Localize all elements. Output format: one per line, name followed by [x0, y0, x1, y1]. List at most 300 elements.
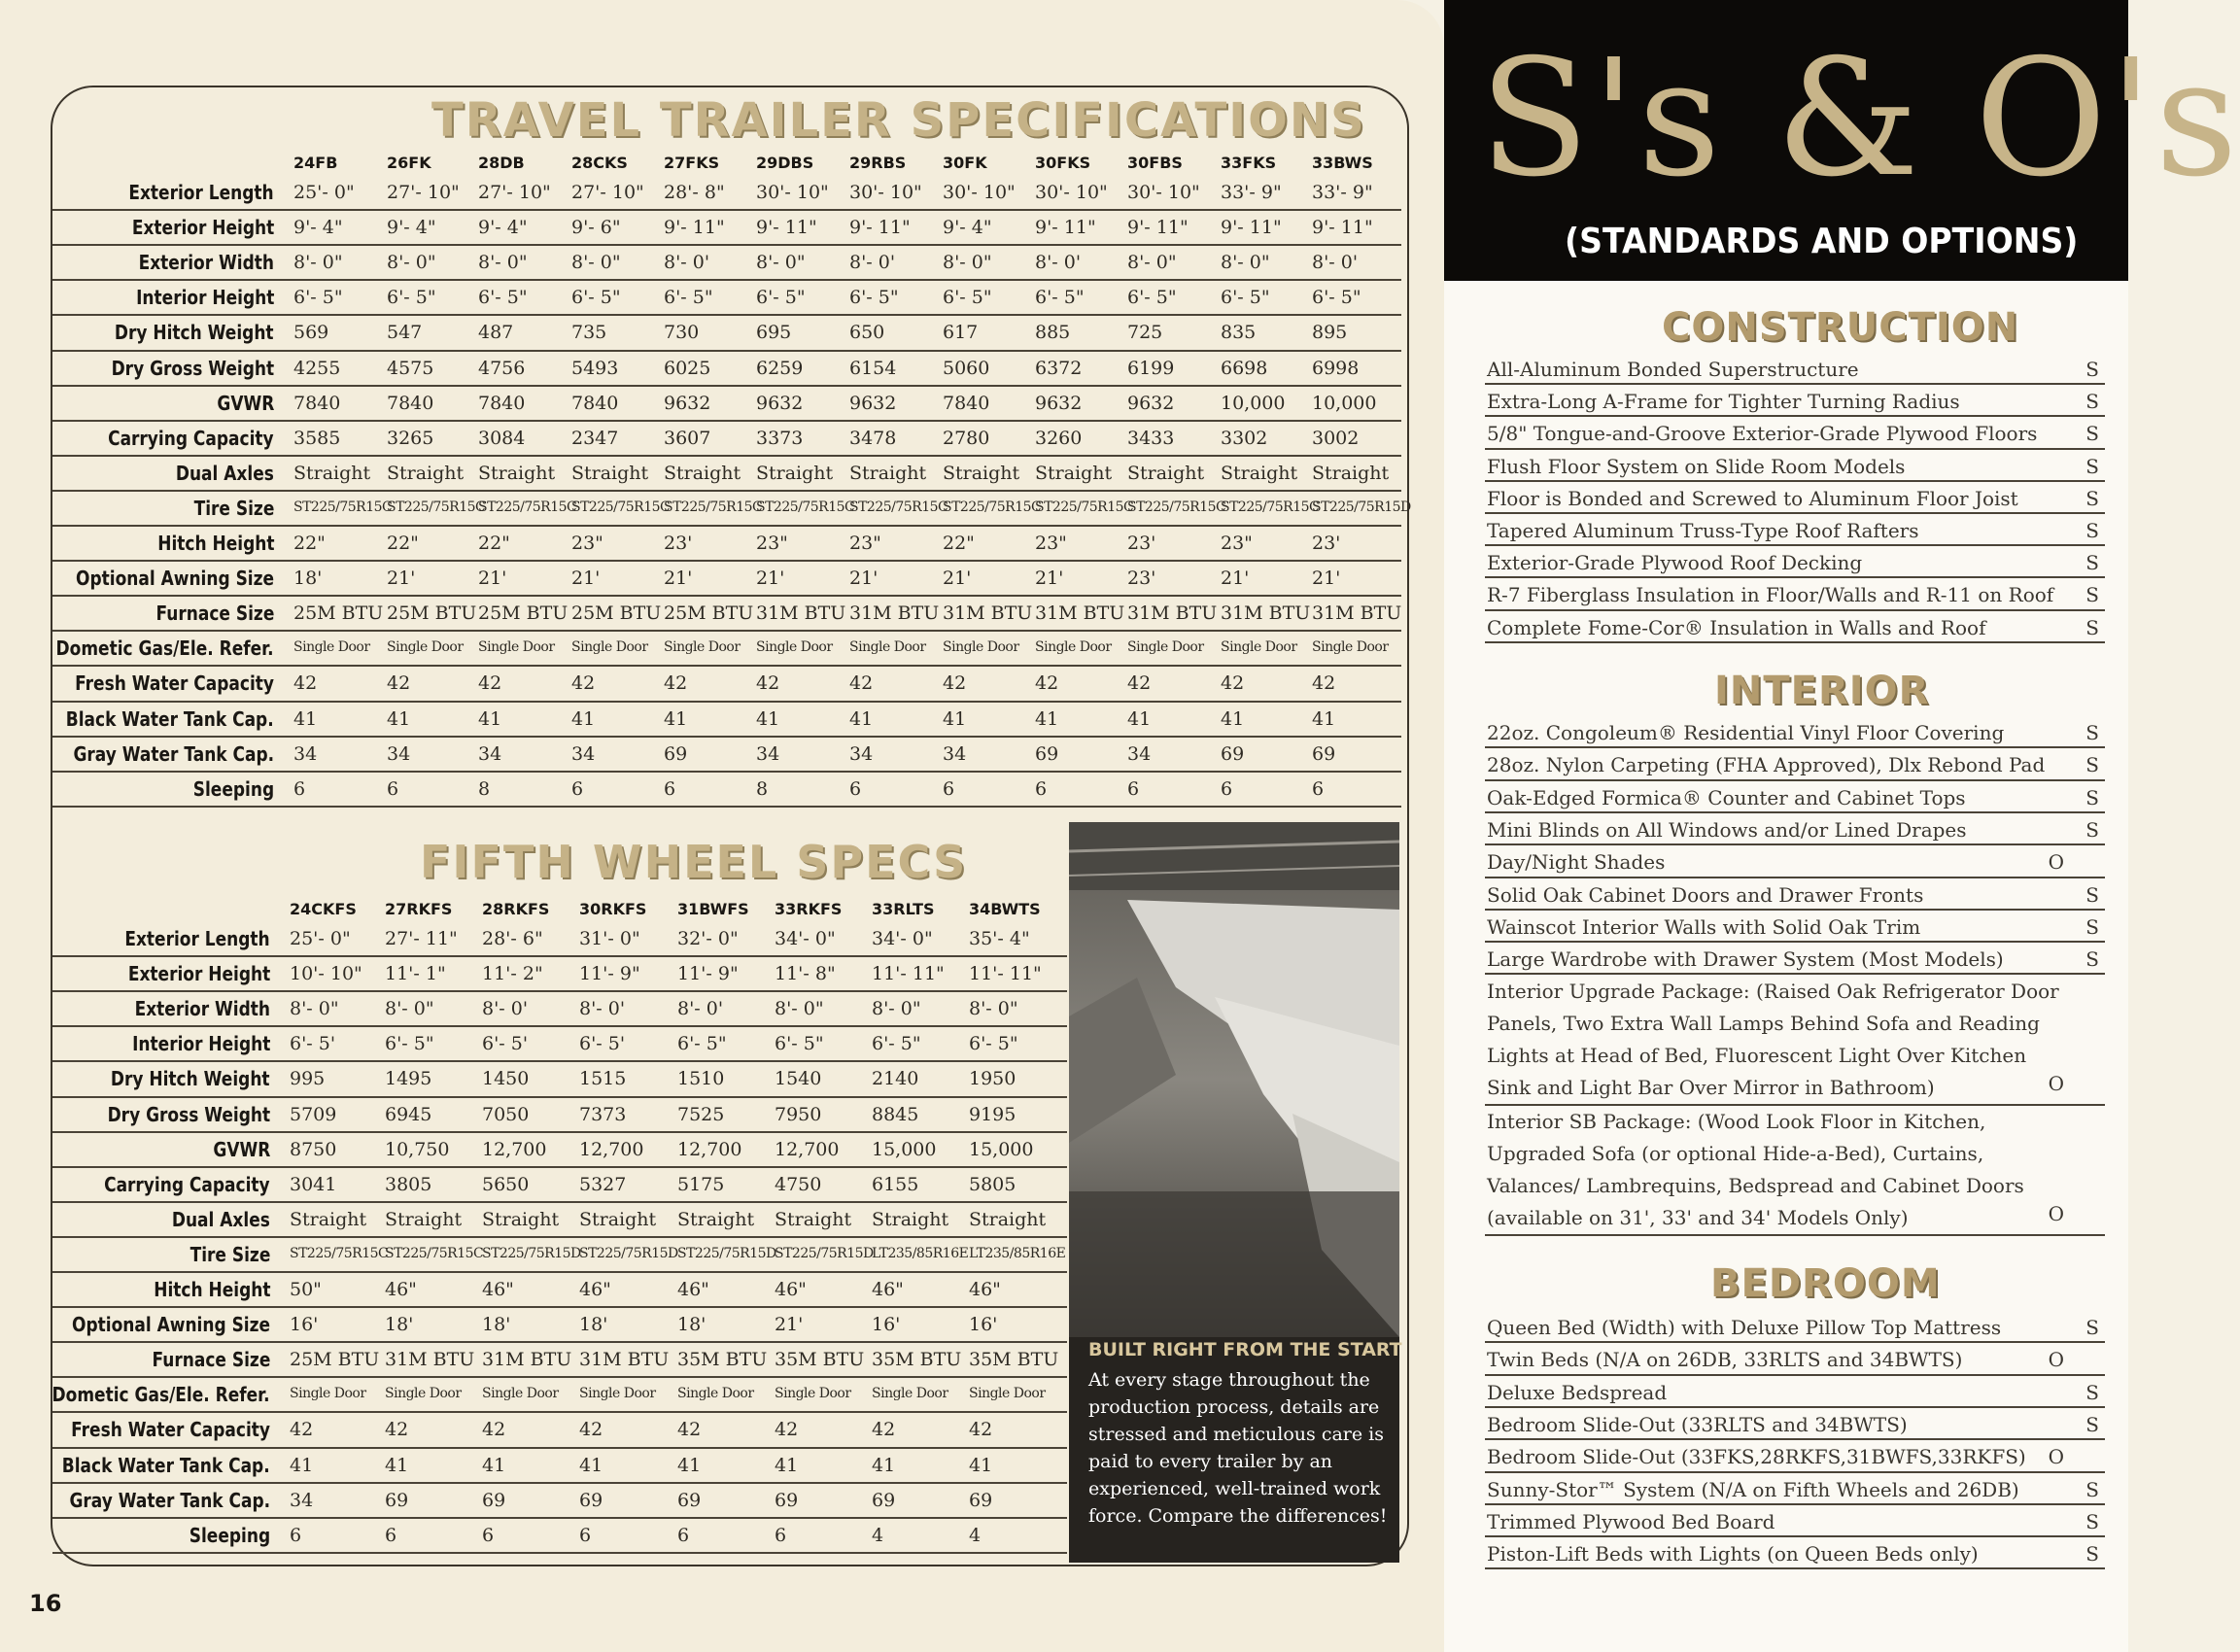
- spec-cell: 31'- 0": [579, 928, 640, 949]
- row-rule: [52, 1166, 1067, 1168]
- spec-cell: 8'- 0": [571, 252, 621, 274]
- item-rule: [1485, 448, 2105, 450]
- spec-cell: 9'- 11": [664, 217, 725, 239]
- spec-cell: 28'- 6": [482, 928, 543, 949]
- row-rule: [52, 1411, 1067, 1413]
- spec-cell: 42: [478, 672, 502, 695]
- spec-cell: ST225/75R15C: [1221, 499, 1320, 515]
- spec-cell: ST225/75R15D: [775, 1245, 874, 1261]
- spec-cell: 27'- 11": [385, 928, 458, 949]
- item-rule: [1485, 1567, 2105, 1569]
- spec-cell: 3433: [1127, 427, 1175, 449]
- spec-cell: 8'- 0": [969, 998, 1018, 1020]
- travel-trailer-title: TRAVEL TRAILER SPECIFICATIONS: [431, 93, 1366, 148]
- spec-cell: 41: [387, 707, 411, 730]
- item-rule: [1485, 1503, 2105, 1505]
- sb-line: (available on 31', 33' and 34' Models Only): [1487, 1206, 1909, 1229]
- model-header: 33FKS: [1221, 154, 1277, 172]
- spec-cell: 42: [293, 672, 318, 695]
- item-rule: [1485, 1234, 2105, 1236]
- spec-cell: 10'- 10": [290, 963, 362, 985]
- spec-cell: 46": [775, 1279, 807, 1300]
- spec-cell: Single Door: [664, 639, 741, 656]
- model-header: 29DBS: [756, 154, 814, 172]
- spec-row-label: Dry Gross Weight: [111, 356, 274, 380]
- feature-label: Flush Floor System on Slide Room Models: [1487, 454, 1906, 478]
- spec-cell: 41: [579, 1454, 603, 1476]
- fifth-wheel-title: FIFTH WHEEL SPECS: [420, 836, 968, 888]
- spec-cell: 31M BTU: [1221, 602, 1311, 625]
- spec-cell: Straight: [571, 462, 649, 484]
- spec-cell: 42: [872, 1419, 896, 1441]
- spec-cell: LT235/85R16E: [969, 1245, 1066, 1261]
- standard-mark: S: [2085, 1542, 2099, 1566]
- item-rule: [1485, 576, 2105, 578]
- spec-cell: 6945: [385, 1103, 432, 1125]
- spec-cell: 41: [1312, 707, 1336, 730]
- spec-cell: 11'- 1": [385, 963, 446, 985]
- spec-cell: Single Door: [290, 1386, 366, 1402]
- spec-cell: 8'- 0': [482, 998, 529, 1020]
- spec-cell: 6'- 5": [1035, 287, 1085, 309]
- spec-cell: ST225/75R15D: [482, 1245, 581, 1261]
- spec-cell: 34: [478, 742, 502, 765]
- spec-cell: 1515: [579, 1068, 627, 1090]
- spec-cell: 41: [478, 707, 502, 730]
- spec-cell: 6'- 5": [677, 1033, 727, 1055]
- spec-cell: 15,000: [872, 1138, 937, 1160]
- upgrade-line: Interior Upgrade Package: (Raised Oak Refrigerator Door: [1487, 980, 2059, 1003]
- spec-cell: 12,700: [482, 1138, 547, 1160]
- standard-mark: S: [2085, 914, 2099, 939]
- model-header: 24FB: [293, 154, 338, 172]
- feature-label: All-Aluminum Bonded Superstructure: [1487, 358, 1859, 381]
- spec-row-label: GVWR: [213, 1137, 270, 1161]
- spec-cell: 650: [849, 322, 885, 344]
- spec-cell: 8: [478, 777, 491, 800]
- spec-cell: 21': [387, 568, 416, 590]
- spec-cell: Straight: [872, 1208, 949, 1230]
- spec-cell: Single Door: [849, 639, 926, 656]
- model-header: 30RKFS: [579, 900, 647, 918]
- row-rule: [52, 736, 1401, 738]
- spec-row-label: GVWR: [217, 391, 274, 415]
- row-rule: [52, 1552, 1067, 1554]
- spec-cell: 1540: [775, 1068, 822, 1090]
- spec-cell: Single Door: [478, 639, 555, 656]
- spec-cell: 6'- 5": [385, 1033, 434, 1055]
- row-rule: [52, 1236, 1067, 1238]
- item-rule: [1485, 909, 2105, 911]
- spec-cell: 42: [571, 672, 596, 695]
- spec-row-label: Exterior Height: [127, 962, 270, 986]
- spec-cell: 41: [969, 1454, 993, 1476]
- spec-cell: 5327: [579, 1173, 627, 1195]
- model-header: 33BWS: [1312, 154, 1373, 172]
- spec-cell: 31M BTU: [1127, 602, 1218, 625]
- option-mark: O: [2048, 1348, 2064, 1372]
- standard-mark: S: [2085, 1316, 2099, 1339]
- spec-cell: 3478: [849, 427, 897, 449]
- spec-cell: 25'- 0": [290, 928, 351, 949]
- spec-row-label: Exterior Length: [124, 927, 270, 950]
- spec-cell: Single Door: [579, 1386, 656, 1402]
- spec-row-label: Interior Height: [135, 286, 274, 310]
- spec-cell: 6'- 5': [579, 1033, 626, 1055]
- spec-cell: 21': [756, 568, 785, 590]
- row-rule: [52, 806, 1401, 808]
- spec-cell: 34: [943, 742, 967, 765]
- feature-label: Twin Beds (N/A on 26DB, 33RLTS and 34BWTS): [1487, 1348, 1963, 1372]
- standard-mark: S: [2085, 422, 2099, 446]
- spec-cell: 69: [482, 1489, 506, 1511]
- interior-upgrade-package: [1487, 976, 2070, 1104]
- spec-cell: 23": [756, 533, 788, 554]
- factory-photo-image: [1069, 822, 1399, 1337]
- spec-cell: 34: [849, 742, 874, 765]
- spec-cell: 9'- 4": [387, 217, 436, 239]
- spec-cell: 46": [677, 1279, 709, 1300]
- sb-line: Interior SB Package: (Wood Look Floor in Kitchen,: [1487, 1110, 1986, 1133]
- spec-cell: Straight: [1221, 462, 1298, 484]
- spec-cell: 18': [579, 1314, 608, 1336]
- spec-row-label: Hitch Height: [153, 1278, 270, 1301]
- item-rule: [1485, 512, 2105, 514]
- sb-line: Valances/ Lambrequins, Bedspread and Cabinet Doors: [1487, 1174, 2024, 1197]
- spec-cell: 6: [290, 1524, 302, 1546]
- item-rule: [1485, 1341, 2105, 1343]
- spec-cell: 9632: [1127, 392, 1175, 414]
- spec-cell: 6025: [664, 357, 711, 379]
- spec-cell: 21': [775, 1314, 804, 1336]
- spec-cell: ST225/75R15D: [677, 1245, 776, 1261]
- spec-cell: 25M BTU: [478, 602, 569, 625]
- spec-cell: 8'- 0": [775, 998, 824, 1020]
- spec-cell: 41: [482, 1454, 506, 1476]
- spec-cell: Straight: [664, 462, 741, 484]
- spec-cell: 885: [1035, 322, 1071, 344]
- row-rule: [52, 1482, 1067, 1484]
- spec-cell: 8'- 0': [1312, 252, 1359, 274]
- spec-cell: 4750: [775, 1173, 822, 1195]
- spec-cell: Straight: [756, 462, 834, 484]
- page-number: 16: [29, 1590, 62, 1617]
- spec-cell: 6'- 5": [1312, 287, 1361, 309]
- spec-cell: 28'- 8": [664, 182, 725, 203]
- model-header: 29RBS: [849, 154, 907, 172]
- feature-label: Bedroom Slide-Out (33RLTS and 34BWTS): [1487, 1412, 1908, 1436]
- spec-cell: ST225/75R15D: [579, 1245, 678, 1261]
- spec-cell: 30'- 10": [1035, 182, 1108, 203]
- interior-sb-package: [1487, 1106, 2070, 1234]
- spec-cell: 34: [290, 1489, 314, 1511]
- spec-row-label: Gray Water Tank Cap.: [69, 1488, 270, 1512]
- spec-cell: 10,000: [1221, 392, 1286, 414]
- spec-cell: 7840: [387, 392, 434, 414]
- spec-cell: Single Door: [1221, 639, 1297, 656]
- spec-row-label: Furnace Size: [155, 602, 274, 626]
- spec-cell: 42: [677, 1419, 702, 1441]
- spec-cell: Straight: [849, 462, 927, 484]
- feature-label: Trimmed Plywood Bed Board: [1487, 1509, 1775, 1533]
- spec-cell: 7050: [482, 1103, 530, 1125]
- spec-cell: LT235/85R16E: [872, 1245, 969, 1261]
- spec-cell: 617: [943, 322, 979, 344]
- spec-row-label: Carrying Capacity: [104, 1172, 270, 1196]
- spec-cell: 6: [1127, 777, 1140, 800]
- spec-cell: 3260: [1035, 427, 1083, 449]
- model-header: 24CKFS: [290, 900, 357, 918]
- upgrade-line: Panels, Two Extra Wall Lamps Behind Sofa and Reading: [1487, 1012, 2040, 1035]
- option-mark: O: [2048, 1072, 2064, 1095]
- feature-label: Solid Oak Cabinet Doors and Drawer Fronts: [1487, 882, 1924, 907]
- spec-cell: Straight: [482, 1208, 560, 1230]
- spec-cell: 42: [579, 1419, 603, 1441]
- spec-cell: 16': [290, 1314, 319, 1336]
- spec-cell: 5709: [290, 1103, 337, 1125]
- spec-cell: 8'- 0': [664, 252, 710, 274]
- spec-cell: 8'- 0": [387, 252, 436, 274]
- row-rule: [52, 350, 1401, 352]
- spec-cell: 42: [756, 672, 780, 695]
- spec-cell: Single Door: [1312, 639, 1389, 656]
- spec-cell: 3084: [478, 427, 526, 449]
- spec-cell: ST225/75R15C: [387, 499, 486, 515]
- spec-cell: 6154: [849, 357, 897, 379]
- spec-row-label: Carrying Capacity: [108, 426, 274, 450]
- spec-cell: 7840: [478, 392, 526, 414]
- spec-cell: 69: [775, 1489, 799, 1511]
- spec-cell: 25M BTU: [290, 1349, 380, 1371]
- spec-cell: 23': [664, 533, 693, 554]
- standard-mark: S: [2085, 486, 2099, 510]
- construction-heading: CONSTRUCTION: [1662, 305, 2019, 350]
- spec-cell: 5650: [482, 1173, 530, 1195]
- model-header: 28CKS: [571, 154, 628, 172]
- spec-cell: 8'- 0": [943, 252, 992, 274]
- spec-cell: 7373: [579, 1103, 627, 1125]
- brand-title: S's & O's: [1479, 25, 2240, 213]
- spec-cell: 8'- 0": [478, 252, 528, 274]
- spec-cell: 7840: [943, 392, 990, 414]
- row-rule: [52, 1271, 1067, 1273]
- spec-cell: ST225/75R15C: [478, 499, 577, 515]
- spec-cell: ST225/75R15C: [290, 1245, 389, 1261]
- spec-row-label: Fresh Water Capacity: [75, 671, 274, 696]
- spec-cell: 9'- 11": [1127, 217, 1189, 239]
- spec-cell: 6199: [1127, 357, 1175, 379]
- spec-cell: 6'- 5": [1127, 287, 1177, 309]
- spec-cell: 9'- 11": [756, 217, 817, 239]
- standard-mark: S: [2085, 753, 2099, 777]
- spec-cell: 10,000: [1312, 392, 1377, 414]
- spec-cell: 4255: [293, 357, 341, 379]
- standard-mark: S: [2085, 1477, 2099, 1501]
- spec-cell: 31M BTU: [1312, 602, 1402, 625]
- spec-cell: 9'- 4": [943, 217, 992, 239]
- factory-photo: [1069, 822, 1402, 1563]
- item-rule: [1485, 877, 2105, 878]
- spec-cell: 735: [571, 322, 607, 344]
- spec-cell: ST225/75R15C: [943, 499, 1042, 515]
- item-rule: [1485, 544, 2105, 546]
- spec-cell: 35M BTU: [969, 1349, 1059, 1371]
- spec-cell: 6'- 5': [482, 1033, 529, 1055]
- spec-cell: 6: [579, 1524, 592, 1546]
- spec-cell: 42: [385, 1419, 409, 1441]
- spec-cell: 21': [1312, 568, 1341, 590]
- spec-cell: 21': [478, 568, 507, 590]
- spec-cell: 41: [849, 707, 874, 730]
- spec-cell: 41: [293, 707, 318, 730]
- spec-cell: 9632: [664, 392, 711, 414]
- spec-cell: 835: [1221, 322, 1257, 344]
- spec-cell: 41: [1127, 707, 1152, 730]
- spec-cell: 32'- 0": [677, 928, 739, 949]
- spec-cell: 34: [571, 742, 596, 765]
- item-rule: [1485, 609, 2105, 611]
- spec-cell: 34: [756, 742, 780, 765]
- spec-cell: 11'- 11": [969, 963, 1042, 985]
- feature-label: Floor is Bonded and Screwed to Aluminum Floor Joist: [1487, 486, 2018, 510]
- spec-cell: 6: [1035, 777, 1048, 800]
- spec-cell: 6'- 5": [478, 287, 528, 309]
- spec-cell: 6: [677, 1524, 690, 1546]
- standard-mark: S: [2085, 1509, 2099, 1533]
- feature-label: Deluxe Bedspread: [1487, 1380, 1668, 1404]
- spec-cell: 42: [775, 1419, 799, 1441]
- spec-row-label: Optional Awning Size: [71, 1313, 270, 1337]
- row-rule: [52, 1201, 1067, 1203]
- row-rule: [52, 525, 1401, 527]
- spec-row-label: Dry Hitch Weight: [115, 321, 274, 345]
- spec-cell: 46": [482, 1279, 514, 1300]
- spec-cell: 69: [664, 742, 688, 765]
- spec-cell: 21': [943, 568, 972, 590]
- upgrade-line: Lights at Head of Bed, Fluorescent Light Over Kitchen: [1487, 1044, 2027, 1067]
- feature-label: Tapered Aluminum Truss-Type Roof Rafters: [1487, 519, 1919, 542]
- spec-row-label: Exterior Width: [138, 251, 274, 275]
- spec-cell: 3585: [293, 427, 341, 449]
- spec-cell: 2140: [872, 1068, 919, 1090]
- spec-cell: 35M BTU: [872, 1349, 962, 1371]
- item-rule: [1485, 843, 2105, 845]
- spec-cell: 1510: [677, 1068, 725, 1090]
- spec-row-label: Black Water Tank Cap.: [62, 1453, 270, 1477]
- spec-cell: 42: [969, 1419, 993, 1441]
- spec-cell: Single Door: [385, 1386, 462, 1402]
- spec-cell: 69: [1035, 742, 1059, 765]
- spec-cell: 7840: [293, 392, 341, 414]
- spec-cell: 6'- 5": [293, 287, 343, 309]
- spec-cell: 46": [579, 1279, 611, 1300]
- feature-label: 22oz. Congoleum® Residential Vinyl Floor Covering: [1487, 721, 2005, 744]
- spec-row-label: Dometic Gas/Ele. Refer.: [52, 1383, 270, 1407]
- spec-row-label: Tire Size: [193, 496, 274, 520]
- spec-cell: 16': [872, 1314, 901, 1336]
- feature-label: Exterior-Grade Plywood Roof Decking: [1487, 551, 1863, 575]
- spec-cell: ST225/75R15C: [664, 499, 763, 515]
- spec-cell: 8'- 0': [677, 998, 724, 1020]
- spec-cell: ST225/75R15C: [1127, 499, 1226, 515]
- spec-cell: 18': [385, 1314, 414, 1336]
- row-rule: [52, 595, 1401, 597]
- spec-cell: Straight: [478, 462, 556, 484]
- spec-cell: 487: [478, 322, 514, 344]
- spec-cell: 34: [1127, 742, 1152, 765]
- spec-cell: 21': [849, 568, 879, 590]
- spec-cell: 6: [849, 777, 862, 800]
- spec-cell: ST225/75R15C: [293, 499, 393, 515]
- model-header: 26FK: [387, 154, 431, 172]
- spec-cell: 22": [387, 533, 419, 554]
- spec-cell: Single Door: [677, 1386, 754, 1402]
- spec-cell: 18': [677, 1314, 706, 1336]
- spec-row-label: Fresh Water Capacity: [71, 1418, 270, 1442]
- row-rule: [52, 1060, 1067, 1062]
- spec-cell: 46": [385, 1279, 417, 1300]
- spec-cell: 6259: [756, 357, 804, 379]
- photo-caption-title: BUILT RIGHT FROM THE START: [1088, 1339, 1402, 1360]
- feature-label: Extra-Long A-Frame for Tighter Turning Radius: [1487, 390, 1960, 414]
- spec-cell: 9'- 11": [1035, 217, 1096, 239]
- spec-cell: Straight: [1035, 462, 1113, 484]
- feature-label: Day/Night Shades: [1487, 850, 1666, 875]
- model-header: 28DB: [478, 154, 525, 172]
- spec-cell: 25M BTU: [387, 602, 477, 625]
- spec-cell: ST225/75R15C: [385, 1245, 484, 1261]
- spec-cell: 8'- 0": [385, 998, 434, 1020]
- spec-cell: 41: [677, 1454, 702, 1476]
- option-mark: O: [2048, 1445, 2064, 1469]
- spec-cell: 42: [849, 672, 874, 695]
- spec-cell: 3373: [756, 427, 804, 449]
- spec-cell: 22": [293, 533, 326, 554]
- spec-cell: Single Door: [387, 639, 464, 656]
- spec-cell: 6'- 5": [1221, 287, 1270, 309]
- spec-cell: 6'- 5": [664, 287, 713, 309]
- row-rule: [52, 955, 1067, 957]
- spec-cell: 6: [664, 777, 676, 800]
- spec-cell: 8: [756, 777, 769, 800]
- spec-cell: 15,000: [969, 1138, 1034, 1160]
- spec-cell: Straight: [677, 1208, 755, 1230]
- spec-cell: 8'- 0": [1221, 252, 1270, 274]
- spec-cell: 9'- 11": [1312, 217, 1373, 239]
- spec-cell: 6: [943, 777, 955, 800]
- row-rule: [52, 385, 1401, 387]
- spec-cell: 46": [872, 1279, 904, 1300]
- spec-cell: 8'- 0': [579, 998, 626, 1020]
- feature-label: Oak-Edged Formica® Counter and Cabinet Tops: [1487, 785, 1966, 809]
- feature-label: 28oz. Nylon Carpeting (FHA Approved), Dlx Rebond Pad: [1487, 753, 2046, 777]
- spec-cell: 11'- 9": [579, 963, 640, 985]
- spec-cell: 6: [775, 1524, 787, 1546]
- spec-cell: Straight: [579, 1208, 657, 1230]
- item-rule: [1485, 811, 2105, 813]
- spec-cell: 42: [943, 672, 967, 695]
- row-rule: [52, 665, 1401, 667]
- spec-cell: Single Door: [756, 639, 833, 656]
- spec-cell: 69: [677, 1489, 702, 1511]
- item-rule: [1485, 1406, 2105, 1408]
- option-mark: O: [2048, 850, 2064, 875]
- spec-cell: 35'- 4": [969, 928, 1030, 949]
- spec-cell: 8'- 0": [290, 998, 339, 1020]
- spec-cell: 27'- 10": [571, 182, 644, 203]
- spec-cell: 30'- 10": [1127, 182, 1200, 203]
- spec-cell: Single Door: [482, 1386, 559, 1402]
